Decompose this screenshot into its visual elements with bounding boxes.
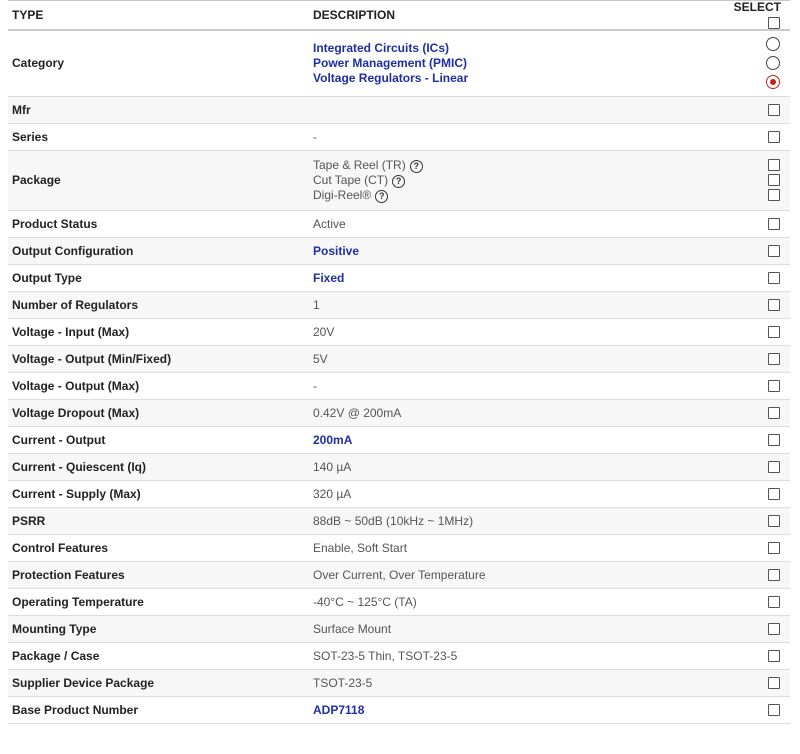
attribute-checkbox[interactable]: [768, 677, 780, 689]
attribute-checkbox[interactable]: [768, 461, 780, 473]
attribute-select-cell: [708, 210, 790, 237]
category-label: Category: [8, 30, 309, 96]
table-row: [8, 588, 790, 615]
attribute-label: Mounting Type: [8, 615, 309, 642]
attribute-select-cell: [708, 696, 790, 723]
table-row: [8, 507, 790, 534]
attribute-select-cell: [708, 507, 790, 534]
series-label: Series: [8, 123, 309, 150]
category-select-cell: [708, 30, 790, 96]
table-row-category: [8, 30, 790, 96]
attribute-checkbox[interactable]: [768, 218, 780, 230]
table-row: [8, 669, 790, 696]
attribute-label: Package / Case: [8, 642, 309, 669]
category-link-ics[interactable]: Integrated Circuits (ICs): [313, 40, 450, 55]
attribute-checkbox[interactable]: [768, 623, 780, 635]
attribute-checkbox[interactable]: [768, 569, 780, 581]
table-row: [8, 318, 790, 345]
attribute-label: Base Product Number: [8, 696, 309, 723]
attribute-select-cell: [708, 345, 790, 372]
attribute-label: PSRR: [8, 507, 309, 534]
attribute-checkbox[interactable]: [768, 380, 780, 392]
attribute-value: 20V: [309, 318, 708, 345]
category-link-pmic[interactable]: Power Management (PMIC): [313, 55, 468, 70]
attribute-select-cell: [708, 588, 790, 615]
column-header-type: TYPE: [8, 1, 309, 31]
attribute-label: Product Status: [8, 210, 309, 237]
product-attributes-table: [8, 0, 790, 724]
attribute-label: Output Type: [8, 264, 309, 291]
attribute-select-cell: [708, 291, 790, 318]
attribute-value: 0.42V @ 200mA: [309, 399, 708, 426]
table-row: [8, 399, 790, 426]
attribute-label: Supplier Device Package: [8, 669, 309, 696]
category-radio-pmic[interactable]: [766, 56, 780, 70]
table-row: [8, 291, 790, 318]
table-row: [8, 696, 790, 723]
attribute-value: Active: [309, 210, 708, 237]
attribute-select-cell: [708, 264, 790, 291]
category-links: [309, 30, 708, 96]
attribute-checkbox[interactable]: [768, 542, 780, 554]
table-row: [8, 615, 790, 642]
package-select-cell: [708, 150, 790, 210]
package-checkbox-digireel[interactable]: [768, 189, 780, 201]
attribute-select-cell: [708, 480, 790, 507]
category-radio-ics[interactable]: [766, 37, 780, 51]
attribute-value: Surface Mount: [309, 615, 708, 642]
package-option-ct: Cut Tape (CT): [313, 172, 389, 187]
attribute-label: Current - Supply (Max): [8, 480, 309, 507]
attribute-select-cell: [708, 534, 790, 561]
attribute-label: Number of Regulators: [8, 291, 309, 318]
table-row: [8, 264, 790, 291]
attribute-value: 5V: [309, 345, 708, 372]
attribute-value: -40°C ~ 125°C (TA): [309, 588, 708, 615]
package-options: [309, 150, 708, 210]
attribute-checkbox[interactable]: [768, 299, 780, 311]
attribute-select-cell: [708, 561, 790, 588]
attribute-checkbox[interactable]: [768, 326, 780, 338]
attribute-checkbox[interactable]: [768, 596, 780, 608]
attribute-select-cell: [708, 399, 790, 426]
mfr-label: Mfr: [8, 96, 309, 123]
package-option-tr: Tape & Reel (TR): [313, 157, 406, 172]
question-circle-icon[interactable]: ?: [375, 190, 388, 203]
attribute-label: Operating Temperature: [8, 588, 309, 615]
attribute-label: Voltage Dropout (Max): [8, 399, 309, 426]
attribute-checkbox[interactable]: [768, 353, 780, 365]
attribute-value-link[interactable]: 200mA: [309, 426, 708, 453]
column-header-select: [708, 1, 790, 31]
attribute-select-cell: [708, 453, 790, 480]
attribute-select-cell: [708, 426, 790, 453]
table-row: [8, 534, 790, 561]
attribute-label: Protection Features: [8, 561, 309, 588]
attribute-checkbox[interactable]: [768, 407, 780, 419]
attribute-select-cell: [708, 318, 790, 345]
attribute-value: SOT-23-5 Thin, TSOT-23-5: [309, 642, 708, 669]
attribute-value-link[interactable]: ADP7118: [309, 696, 708, 723]
package-label: Package: [8, 150, 309, 210]
attribute-checkbox[interactable]: [768, 515, 780, 527]
table-row: [8, 642, 790, 669]
attribute-value: -: [309, 372, 708, 399]
table-header-row: [8, 1, 790, 31]
mfr-checkbox[interactable]: [768, 104, 780, 116]
table-row-package: [8, 150, 790, 210]
attribute-value: 140 µA: [309, 453, 708, 480]
table-row: [8, 372, 790, 399]
select-all-checkbox[interactable]: [768, 17, 780, 29]
attribute-value: 320 µA: [309, 480, 708, 507]
table-row: [8, 561, 790, 588]
series-checkbox[interactable]: [768, 131, 780, 143]
column-header-description: DESCRIPTION: [309, 1, 708, 31]
table-row: [8, 345, 790, 372]
table-row-mfr: [8, 96, 790, 123]
attribute-checkbox[interactable]: [768, 704, 780, 716]
attribute-value-link[interactable]: Fixed: [309, 264, 708, 291]
question-circle-icon[interactable]: ?: [392, 175, 405, 188]
attribute-label: Current - Output: [8, 426, 309, 453]
table-row: [8, 237, 790, 264]
table-row: [8, 480, 790, 507]
attribute-select-cell: [708, 642, 790, 669]
table-row: [8, 453, 790, 480]
attribute-value-link[interactable]: Positive: [309, 237, 708, 264]
attribute-select-cell: [708, 669, 790, 696]
attribute-value: 1: [309, 291, 708, 318]
attribute-value: TSOT-23-5: [309, 669, 708, 696]
attribute-select-cell: [708, 372, 790, 399]
attribute-select-cell: [708, 615, 790, 642]
attribute-label: Control Features: [8, 534, 309, 561]
table-row-series: [8, 123, 790, 150]
attribute-label: Output Configuration: [8, 237, 309, 264]
attribute-value: 88dB ~ 50dB (10kHz ~ 1MHz): [309, 507, 708, 534]
attribute-value: Enable, Soft Start: [309, 534, 708, 561]
attribute-select-cell: [708, 237, 790, 264]
table-row: [8, 426, 790, 453]
package-option-digireel: Digi-Reel®: [313, 187, 372, 202]
attribute-checkbox[interactable]: [768, 434, 780, 446]
attribute-label: Current - Quiescent (Iq): [8, 453, 309, 480]
attribute-label: Voltage - Input (Max): [8, 318, 309, 345]
category-link-linear[interactable]: Voltage Regulators - Linear: [313, 70, 469, 85]
attribute-checkbox[interactable]: [768, 245, 780, 257]
package-checkbox-tr[interactable]: [768, 159, 780, 171]
attribute-label: Voltage - Output (Max): [8, 372, 309, 399]
category-radio-linear[interactable]: [766, 75, 780, 89]
product-attributes-table-container: [8, 0, 790, 724]
attribute-value: Over Current, Over Temperature: [309, 561, 708, 588]
table-row: [8, 210, 790, 237]
mfr-value: [309, 96, 708, 123]
series-value: -: [309, 123, 708, 150]
attribute-checkbox[interactable]: [768, 488, 780, 500]
select-header-label: SELECT: [733, 0, 781, 14]
attribute-checkbox[interactable]: [768, 272, 780, 284]
question-circle-icon[interactable]: ?: [410, 160, 423, 173]
attribute-label: Voltage - Output (Min/Fixed): [8, 345, 309, 372]
package-checkbox-ct[interactable]: [768, 174, 780, 186]
attribute-checkbox[interactable]: [768, 650, 780, 662]
